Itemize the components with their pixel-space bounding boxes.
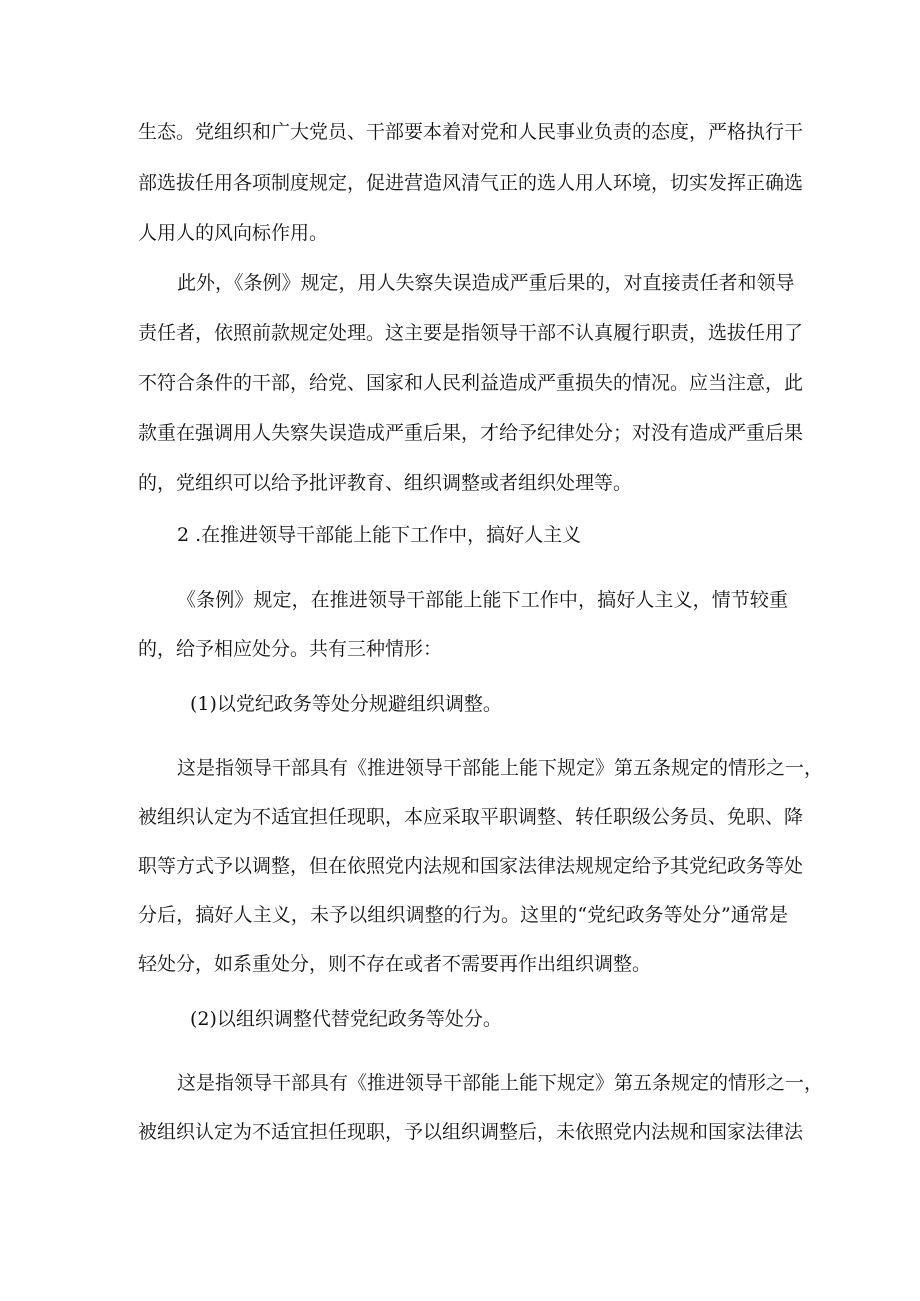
list-item-2: (2)以组织调整代替党纪政务等处分。 — [190, 1008, 502, 1030]
paragraph-3-line-1: 《条例》规定，在推进领导干部能上能下工作中，搞好人主义，情节较重 — [177, 589, 788, 611]
paragraph-2-line-5: 的，党组织可以给予批评教育、组织调整或者组织处理等。 — [138, 472, 633, 494]
paragraph-3-line-2: 的，给予相应处分。共有三种情形： — [138, 638, 443, 660]
paragraph-4-line-1: 这是指领导干部具有《推进领导干部能上能下规定》第五条规定的情形之一， — [177, 757, 824, 779]
paragraph-2-line-4: 款重在强调用人失察失误造成严重后果，才给予纪律处分；对没有造成严重后果 — [138, 422, 804, 444]
paragraph-2-line-1: 此外，《条例》规定，用人失察失误造成严重后果的，对直接责任者和领导 — [177, 272, 795, 294]
paragraph-2-line-2: 责任者，依照前款规定处理。这主要是指领导干部不认真履行职责，选拔任用了 — [138, 322, 804, 344]
list-item-1: (1)以党纪政务等处分规避组织调整。 — [190, 693, 502, 715]
paragraph-1-line-2: 部选拔任用各项制度规定，促进营造风清气正的选人用人环境，切实发挥正确选 — [138, 172, 804, 194]
paragraph-5-line-1: 这是指领导干部具有《推进领导干部能上能下规定》第五条规定的情形之一， — [177, 1072, 824, 1094]
paragraph-4-line-3: 职等方式予以调整，但在依照党内法规和国家法律法规规定给予其党纪政务等处 — [138, 855, 804, 877]
section-heading-2: 2 .在推进领导干部能上能下工作中，搞好人主义 — [177, 524, 582, 546]
paragraph-4-line-5: 轻处分，如系重处分，则不存在或者不需要再作出组织调整。 — [138, 953, 652, 975]
paragraph-2-line-3: 不符合条件的干部，给党、国家和人民利益造成严重损失的情况。应当注意，此 — [138, 372, 804, 394]
paragraph-5-line-2: 被组织认定为不适宜担任现职，予以组织调整后，未依照党内法规和国家法律法 — [138, 1121, 804, 1143]
paragraph-4-line-2: 被组织认定为不适宜担任现职，本应采取平职调整、转任职级公务员、免职、降 — [138, 806, 804, 828]
paragraph-1-line-1: 生态。党组织和广大党员、干部要本着对党和人民事业负责的态度，严格执行干 — [138, 121, 804, 143]
paragraph-4-line-4: 分后，搞好人主义，未予以组织调整的行为。这里的“党纪政务等处分”通常是 — [138, 904, 788, 926]
paragraph-1-line-3: 人用人的风向标作用。 — [138, 222, 329, 244]
